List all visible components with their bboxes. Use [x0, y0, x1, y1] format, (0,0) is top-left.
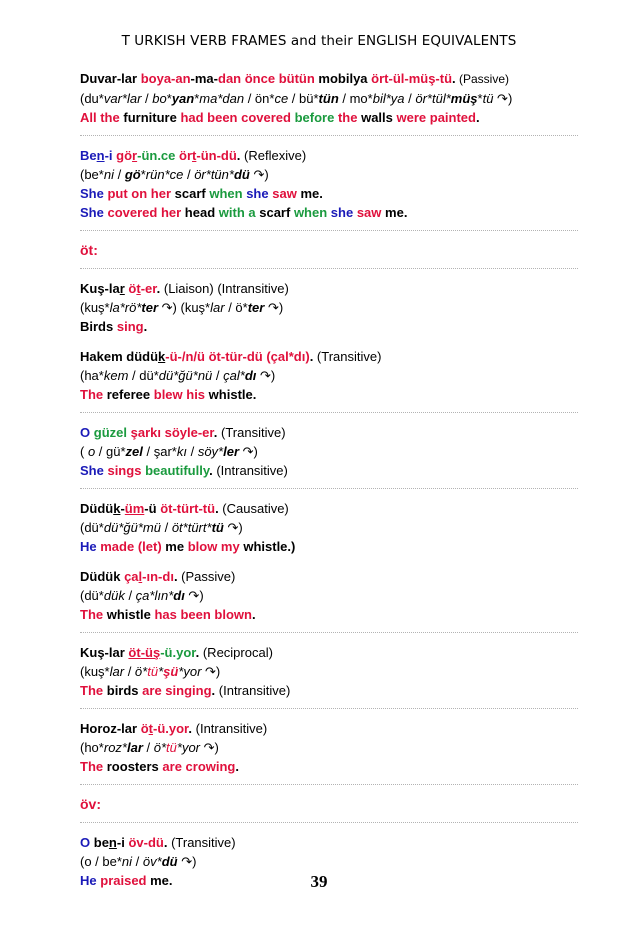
- text-segment: .: [188, 721, 193, 736]
- text-segment: o: [87, 444, 96, 459]
- text-segment: .: [236, 148, 241, 163]
- turkish-sentence: [80, 279, 580, 298]
- text-segment: bil*ya: [372, 91, 405, 106]
- text-segment: The: [80, 607, 104, 622]
- text-segment: .: [215, 501, 219, 516]
- text-segment: *: [178, 664, 184, 679]
- text-segment: /: [160, 520, 172, 535]
- text-segment: -i: [104, 148, 113, 163]
- text-segment: l: [138, 569, 143, 584]
- text-segment: ↷): [223, 520, 243, 535]
- text-segment: -üş: [140, 645, 161, 660]
- text-segment: gö: [116, 148, 133, 163]
- text-segment: ni: [121, 854, 133, 869]
- text-segment: -ün.ce: [137, 148, 176, 163]
- english-translation: [80, 385, 580, 404]
- text-segment: /: [141, 91, 153, 106]
- page-number: 39: [310, 872, 328, 891]
- text-segment: Düdük: [80, 569, 121, 584]
- page-content: [80, 69, 580, 890]
- text-segment: .: [213, 425, 218, 440]
- text-segment: *: [194, 91, 200, 106]
- text-segment: yor: [181, 740, 200, 755]
- text-segment: sing: [116, 319, 144, 334]
- word: boya-an: [140, 71, 191, 86]
- text-segment: dü: [161, 854, 178, 869]
- english-translation: [80, 757, 580, 776]
- text-segment: gö: [124, 167, 141, 182]
- text-segment: with a: [218, 205, 256, 220]
- text-segment: dü: [233, 167, 250, 182]
- frame-label: (Intransitive): [212, 463, 288, 478]
- text-segment: / ö*: [224, 300, 248, 315]
- text-segment: .: [403, 205, 408, 220]
- text-segment: /: [183, 167, 195, 182]
- text-segment: ö*: [134, 664, 148, 679]
- text-segment: *: [140, 167, 146, 182]
- turkish-sentence: [80, 146, 580, 165]
- text-segment: ö: [140, 721, 149, 736]
- text-segment: ↷): [239, 444, 258, 459]
- text-segment: are crowing: [162, 759, 236, 774]
- frame-label: (Passive): [455, 72, 509, 86]
- text-segment: .: [452, 71, 456, 86]
- text-segment: beautifully: [145, 463, 210, 478]
- text-segment: has been blown: [154, 607, 252, 622]
- divider: [80, 708, 578, 709]
- text-segment: öv*: [142, 854, 162, 869]
- text-segment: -i: [116, 835, 125, 850]
- text-segment: ça*lın*: [135, 588, 174, 603]
- text-segment: ↷): [201, 664, 221, 679]
- text-segment: /: [124, 664, 135, 679]
- entry-hakem: [80, 347, 580, 404]
- text-segment: .: [163, 835, 168, 850]
- text-segment: -ü.yor: [152, 721, 189, 736]
- text-segment: (: [80, 444, 88, 459]
- frame-label: (Intransitive): [215, 683, 291, 698]
- text-segment: söy*: [197, 444, 224, 459]
- frame-label: (Transitive): [167, 835, 236, 850]
- text-segment: ça: [124, 569, 139, 584]
- pronunciation: [80, 298, 580, 317]
- text-segment: tün: [318, 91, 339, 106]
- entry-guzel-sarki: [80, 423, 580, 480]
- text-segment: made (let): [100, 539, 162, 554]
- turkish-sentence: [80, 719, 580, 738]
- text-segment: Be: [80, 148, 97, 163]
- text-segment: tü: [211, 520, 224, 535]
- text-segment: lar: [109, 664, 125, 679]
- text-segment: *: [176, 740, 182, 755]
- text-segment: kem: [103, 368, 129, 383]
- text-segment: O: [80, 835, 91, 850]
- divider: [80, 412, 578, 413]
- text-segment: (ho*: [80, 740, 104, 755]
- text-segment: The: [80, 683, 104, 698]
- text-segment: tü: [147, 664, 159, 679]
- text-segment: Birds: [80, 319, 114, 334]
- text-segment: She: [80, 463, 104, 478]
- entry-kuslar-oter: [80, 279, 580, 336]
- text-segment: ler: [223, 444, 240, 459]
- text-segment: .: [156, 281, 161, 296]
- text-segment: ör*tül*: [415, 91, 451, 106]
- text-segment: O: [80, 425, 91, 440]
- text-segment: .: [319, 186, 323, 201]
- verb-heading-ot: öt:: [80, 242, 98, 258]
- text-segment: ↷) (kuş*: [158, 300, 211, 315]
- text-segment: (du*: [80, 91, 104, 106]
- text-segment: *: [166, 91, 172, 106]
- word: mobilya: [314, 71, 372, 86]
- text-segment: she: [330, 205, 354, 220]
- text-segment: Kuş-lar: [80, 645, 125, 660]
- text-segment: şarkı: [130, 425, 161, 440]
- text-segment: be: [93, 835, 109, 850]
- turkish-sentence: [80, 499, 580, 518]
- turkish-sentence: [80, 567, 580, 586]
- turkish-sentence: [80, 643, 580, 662]
- text-segment: .): [287, 539, 296, 554]
- text-segment: r: [119, 281, 125, 296]
- text-segment: me: [385, 205, 404, 220]
- text-segment: / bü*: [288, 91, 319, 106]
- text-segment: şü: [163, 664, 179, 679]
- entry-duvarlar: [80, 69, 580, 127]
- text-segment: -ü.yor: [160, 645, 196, 660]
- turkish-sentence: [80, 69, 580, 89]
- frame-label: (Reflexive): [240, 148, 307, 163]
- divider: [80, 135, 578, 136]
- word: Duvar-lar: [80, 71, 138, 86]
- english-translation: [80, 537, 580, 556]
- text-segment: -er: [140, 281, 157, 296]
- text-segment: bo: [152, 91, 167, 106]
- text-segment: ↷): [184, 588, 204, 603]
- text-segment: ma*dan: [199, 91, 245, 106]
- text-segment: Kuş-la: [80, 281, 120, 296]
- text-segment: when: [209, 186, 243, 201]
- entry-duduk-causative: [80, 499, 580, 556]
- word: dan önce: [218, 71, 276, 86]
- word: bütün: [278, 71, 315, 86]
- text-segment: furniture: [123, 110, 177, 125]
- text-segment: The: [80, 387, 104, 402]
- text-segment: saw: [272, 186, 297, 201]
- text-segment: tü: [482, 91, 494, 106]
- text-segment: me: [165, 539, 185, 554]
- text-segment: praised: [100, 873, 147, 888]
- english-translation-alt: [80, 203, 580, 222]
- text-segment: öt*türt*: [171, 520, 212, 535]
- text-segment: ↷): [264, 300, 284, 315]
- text-segment: whistle: [106, 607, 151, 622]
- text-segment: He: [80, 539, 97, 554]
- text-segment: dı: [173, 588, 185, 603]
- text-segment: All the: [80, 110, 120, 125]
- text-segment: .: [211, 683, 216, 698]
- text-segment: roosters: [106, 759, 159, 774]
- text-segment: -ün-dü: [196, 148, 237, 163]
- text-segment: scarf: [259, 205, 291, 220]
- text-segment: were painted: [396, 110, 476, 125]
- text-segment: (dü*: [80, 520, 104, 535]
- text-segment: öv-dü: [128, 835, 164, 850]
- text-segment: k: [158, 349, 166, 364]
- english-translation: [80, 681, 580, 700]
- pronunciation: [80, 586, 580, 605]
- text-segment: blow my: [187, 539, 240, 554]
- text-segment: öt-türt-tü: [160, 501, 216, 516]
- text-segment: The: [80, 759, 104, 774]
- text-segment: tü: [166, 740, 177, 755]
- text-segment: *: [158, 664, 164, 679]
- text-segment: /: [113, 167, 125, 182]
- text-segment: ö*: [153, 740, 167, 755]
- frame-label: (Reciprocal): [199, 645, 273, 660]
- text-segment: t: [192, 148, 197, 163]
- text-segment: /: [142, 740, 154, 755]
- turkish-sentence: [80, 833, 580, 852]
- text-segment: ce: [274, 91, 289, 106]
- text-segment: whistle: [243, 539, 288, 554]
- text-segment: müş: [450, 91, 478, 106]
- text-segment: head: [184, 205, 216, 220]
- text-segment: -ü-/n/ü: [165, 349, 205, 364]
- text-segment: /: [404, 91, 416, 106]
- text-segment: lar: [126, 740, 143, 755]
- divider: [80, 230, 578, 231]
- pronunciation: [80, 442, 580, 461]
- text-segment: çal*: [223, 368, 245, 383]
- text-segment: ↷): [249, 167, 269, 182]
- text-segment: r: [132, 148, 138, 163]
- text-segment: ↷): [256, 368, 276, 383]
- text-segment: .: [209, 463, 213, 478]
- divider: [80, 632, 578, 633]
- english-translation: [80, 184, 580, 203]
- text-segment: zel: [125, 444, 143, 459]
- text-segment: ↷): [493, 91, 513, 106]
- text-segment: before: [294, 110, 335, 125]
- text-segment: var*lar: [103, 91, 142, 106]
- pronunciation: [80, 366, 580, 385]
- text-segment: dü*ğü*nü: [158, 368, 213, 383]
- text-segment: ör: [179, 148, 193, 163]
- entry-duduk-passive: [80, 567, 580, 624]
- text-segment: (be*: [80, 167, 104, 182]
- text-segment: Horoz-lar: [80, 721, 138, 736]
- entry-kuslar-reciprocal: [80, 643, 580, 700]
- turkish-sentence: [80, 423, 580, 442]
- text-segment: saw: [356, 205, 382, 220]
- text-segment: / şar*: [142, 444, 177, 459]
- text-segment: .: [475, 110, 480, 125]
- text-segment: .: [251, 607, 256, 622]
- text-segment: walls: [361, 110, 393, 125]
- text-segment: roz*: [103, 740, 127, 755]
- text-segment: Hakem düdü: [80, 349, 159, 364]
- divider: [80, 268, 578, 269]
- text-segment: ö: [128, 281, 137, 296]
- text-segment: kı: [176, 444, 187, 459]
- pronunciation: [80, 852, 580, 871]
- text-segment: lar: [210, 300, 225, 315]
- text-segment: n: [96, 148, 105, 163]
- text-segment: (dü*: [80, 588, 104, 603]
- text-segment: put on her: [107, 186, 172, 201]
- english-translation: [80, 461, 580, 480]
- text-segment: (ha*: [80, 368, 104, 383]
- text-segment: rün*ce: [145, 167, 184, 182]
- text-segment: ↷): [200, 740, 219, 755]
- text-segment: öt-tür-dü (çal*dı): [208, 349, 310, 364]
- text-segment: ör*tün*: [194, 167, 234, 182]
- text-segment: had been covered: [180, 110, 291, 125]
- pronunciation: [80, 662, 580, 681]
- text-segment: ↷): [177, 854, 197, 869]
- pronunciation: [80, 89, 580, 108]
- frame-label: (Intransitive): [192, 721, 268, 736]
- text-segment: / gü*: [95, 444, 126, 459]
- text-segment: me: [150, 873, 169, 888]
- text-segment: .: [168, 873, 173, 888]
- text-segment: (kuş*: [80, 664, 110, 679]
- text-segment: referee: [106, 387, 151, 402]
- entry-horozlar: [80, 719, 580, 776]
- entry-beni-gorunce: [80, 146, 580, 222]
- text-segment: yan: [171, 91, 195, 106]
- text-segment: He: [80, 873, 97, 888]
- text-segment: dı: [244, 368, 257, 383]
- text-segment: yor: [183, 664, 202, 679]
- text-segment: /: [132, 854, 143, 869]
- text-segment: blew his: [153, 387, 206, 402]
- text-segment: she: [246, 186, 269, 201]
- text-segment: / ön*: [244, 91, 275, 106]
- text-segment: whistle: [208, 387, 253, 402]
- text-segment: She: [80, 186, 104, 201]
- frame-label: (Transitive): [313, 349, 382, 364]
- verb-heading-ov: öv:: [80, 796, 101, 812]
- text-segment: covered her: [107, 205, 182, 220]
- text-segment: dük: [103, 588, 125, 603]
- english-translation: [80, 605, 580, 624]
- text-segment: .: [309, 349, 314, 364]
- text-segment: /: [124, 588, 136, 603]
- text-segment: /: [212, 368, 224, 383]
- text-segment: dü*ğü*mü: [103, 520, 161, 535]
- text-segment: me: [300, 186, 320, 201]
- text-segment: t: [136, 281, 141, 296]
- divider: [80, 784, 578, 785]
- text-segment: Düdü: [80, 501, 114, 516]
- divider: [80, 488, 578, 489]
- text-segment: when: [293, 205, 328, 220]
- text-segment: üm: [124, 501, 145, 516]
- text-segment: k: [113, 501, 121, 516]
- text-segment: -ü: [144, 501, 157, 516]
- text-segment: n: [108, 835, 117, 850]
- text-segment: .: [235, 759, 239, 774]
- text-segment: söyle-er: [164, 425, 214, 440]
- text-segment: / dü*: [128, 368, 159, 383]
- pronunciation: [80, 738, 580, 757]
- text-segment: .: [173, 569, 178, 584]
- text-segment: ni: [103, 167, 114, 182]
- frame-label: (Transitive): [217, 425, 286, 440]
- text-segment: She: [80, 205, 104, 220]
- word: ört-ül-müş-tü: [371, 71, 453, 86]
- text-segment: (o / be*: [80, 854, 122, 869]
- text-segment: ter: [141, 300, 159, 315]
- text-segment: sings: [107, 463, 142, 478]
- text-segment: scarf: [174, 186, 206, 201]
- text-segment: the: [337, 110, 358, 125]
- english-translation: [80, 317, 580, 336]
- text-segment: -ın-dı: [142, 569, 174, 584]
- text-segment: / mo*: [338, 91, 373, 106]
- pronunciation: [80, 165, 580, 184]
- page-header: T URKISH VERB FRAMES and their ENGLISH EQUIVALENTS: [121, 33, 517, 49]
- pronunciation: [80, 518, 580, 537]
- frame-label: (Passive): [177, 569, 236, 584]
- text-segment: are singing: [142, 683, 212, 698]
- text-segment: .: [252, 387, 257, 402]
- divider: [80, 822, 578, 823]
- frame-label: (Causative): [218, 501, 289, 516]
- turkish-sentence: [80, 347, 580, 366]
- frame-label: (Liaison) (Intransitive): [160, 281, 289, 296]
- text-segment: -: [120, 501, 125, 516]
- text-segment: .: [195, 645, 200, 660]
- text-segment: güzel: [93, 425, 127, 440]
- text-segment: la*rö*: [109, 300, 142, 315]
- text-segment: birds: [106, 683, 139, 698]
- text-segment: t: [148, 721, 153, 736]
- word: -ma-: [190, 71, 218, 86]
- text-segment: ter: [247, 300, 265, 315]
- text-segment: öt: [128, 645, 141, 660]
- text-segment: (kuş*: [80, 300, 110, 315]
- text-segment: *: [477, 91, 483, 106]
- text-segment: /: [186, 444, 198, 459]
- english-translation: [80, 108, 580, 127]
- text-segment: .: [143, 319, 148, 334]
